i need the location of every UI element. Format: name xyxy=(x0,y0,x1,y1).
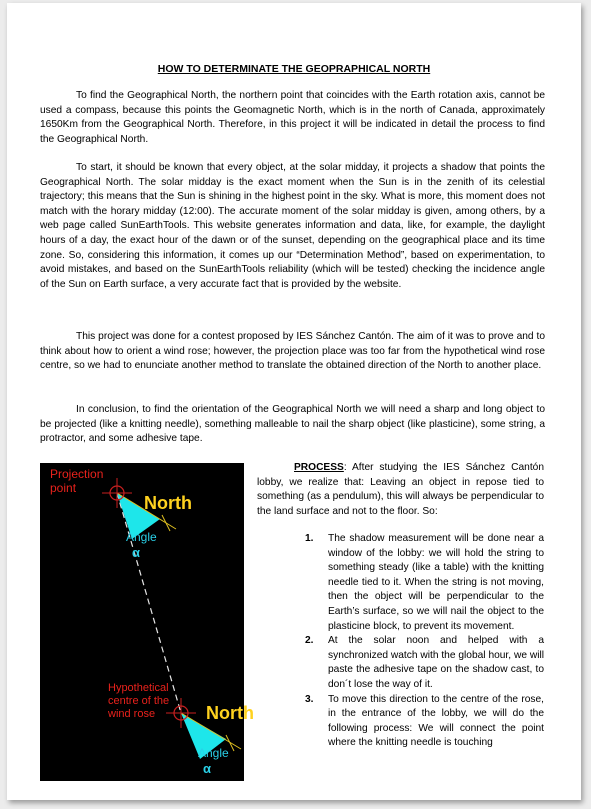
alpha-label-bottom: α xyxy=(203,761,211,776)
centre-label-line3: wind rose xyxy=(108,708,156,720)
centre-label-line2: centre of the xyxy=(108,695,170,707)
alpha-label-top: α xyxy=(132,545,140,560)
step-number: 2. xyxy=(305,635,314,647)
materials-paragraph: In conclusion, to find the orientation of the Geographical North we will need a sharp and long object to be projected (like a knitting needle), something malleable to nail the sharp object (like plasticine), some string, a protractor, and some adhesive tape. xyxy=(40,404,545,445)
document-page xyxy=(7,3,581,800)
projection-label-line2: point xyxy=(50,481,77,495)
process-step xyxy=(302,634,544,692)
north-label-bottom: North xyxy=(206,703,254,723)
centre-label-line1: Hypothetical xyxy=(108,682,169,694)
north-label-top: North xyxy=(144,493,192,513)
solar-midday-paragraph: To start, it should be known that every object, at the solar midday, it projects a shadow that points the Geographical North. The solar midday is the exact moment when the Sun is in the zenith of its celestial trajectory; this means that the Sun is shining in the highest point in the sky. What is more, this moment does not match with the horary midday (12:00). The accurate moment of the solar midday is given, among others, by a web page called SunEarthTools. This website generates information and data, like, for example, the daylight hours of a day, the exact hour of the dawn or of the sunset, depending on the geographical place and its time zone. So, considering this information, it comes up our “Determination Method”, based on experimentation, to avoid mistakes, and based on the SunEarthTools reliability (which will be tested) checking the incidence angle of the Sun on Earth surface, a very accurate fact that is provided by the website. xyxy=(40,162,545,290)
process-step xyxy=(302,532,544,634)
step-text: To move this direction to the centre of the rose, in the entrance of the lobby, we will do the following process: We will connect the point where the knitting needle is touching xyxy=(328,693,544,749)
projection-label-line1: Projection xyxy=(50,467,104,481)
contest-paragraph: This project was done for a contest proposed by IES Sánchez Cantón. The aim of it was to prove and to think about how to orient a wind rose; however, the projection place was too far from the hypothetical wind rose centre, so we had to enunciate another method to translate the obtained direction of the North to another place. xyxy=(40,331,545,372)
process-steps-list xyxy=(302,532,544,751)
intro-paragraph: To find the Geographical North, the northern point that coincides with the Earth rotation axis, cannot be used a compass, because this points the Geomagnetic North, which is in the north of Canada, approximately 1650Km from the Geographical North. Therefore, in this project it will be indicated in detail the process to find the Geographical North. xyxy=(40,90,545,145)
angle-label-bottom: Angle xyxy=(198,746,229,760)
process-paragraph xyxy=(257,461,544,519)
angle-label-top: Angle xyxy=(126,530,157,544)
document-title: HOW TO DETERMINATE THE GEOPRAPHICAL NORTH xyxy=(157,63,431,75)
step-number: 3. xyxy=(305,693,314,705)
process-intro-text: : After studying the IES Sánchez Cantón lobby, we realize that: Leaving an object in repose tied to something (as a pendulum), this will always be perpendicular to the land surface and not to the floor. So: xyxy=(257,462,544,517)
step-text: The shadow measurement will be done near a window of the lobby: we will hold the string to something steady (like a table) with the knitting needle tied to it. When the string is not moving, then the object will be perpendicular to the Earth’s surface, so we will nail the object to the plasticine block, to prevent its movement. xyxy=(328,533,544,632)
step-number: 1. xyxy=(305,533,314,544)
step-text: At the solar noon and helped with a synchronized watch with the global hour, we will paste the adhesive tape on the shadow cast, to don´t lose the way of it. xyxy=(328,635,544,690)
projection-diagram xyxy=(40,463,254,781)
process-step xyxy=(302,693,544,751)
process-heading: PROCESS xyxy=(294,462,344,473)
